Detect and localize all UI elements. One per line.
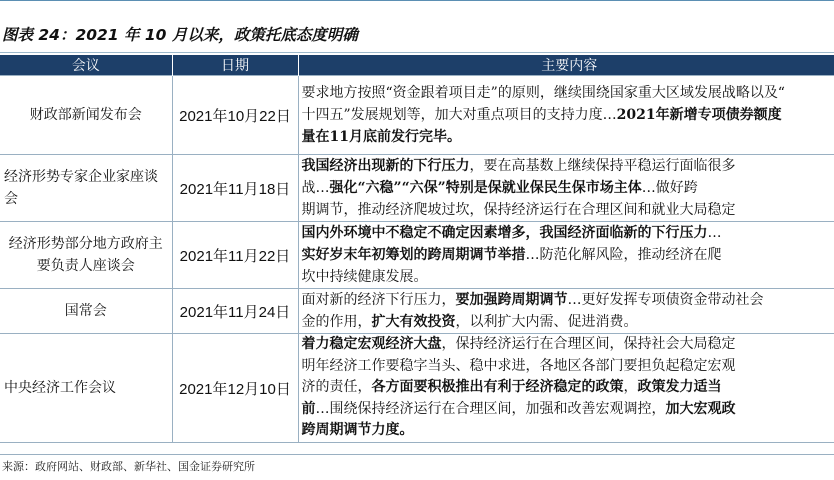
table-row xyxy=(0,222,834,289)
body-text: 十四五”发展规划等，加大对重点项目的支持力度… xyxy=(301,107,617,123)
emphasis-text: 实好岁末年初筹划的跨周期调节举措 xyxy=(301,247,526,263)
emphasis-text: 着力稳定宏观经济大盘 xyxy=(301,336,442,353)
body-text: … xyxy=(707,225,722,241)
content-cell xyxy=(298,155,834,222)
content-line xyxy=(302,199,834,221)
body-text: 要求地方按照“资金跟着项目走”的原则，继续围绕国家重大区域发展战略以及“ xyxy=(301,85,785,101)
content-cell xyxy=(298,289,834,334)
table-row xyxy=(0,289,834,334)
body-text: ，保持经济运行在合理区间，保持社会大局稳定 xyxy=(441,336,736,353)
emphasis-text: 扩大有效投资 xyxy=(371,314,456,330)
emphasis-text: 量在11月底前发行完毕。 xyxy=(301,129,461,145)
emphasis-text: 前 xyxy=(301,400,316,417)
body-text: 明年经济工作要稳字当头、稳中求进，各地区各部门要担负起稳定宏观 xyxy=(301,357,736,374)
body-text: …做好跨 xyxy=(641,180,698,196)
content-line xyxy=(302,356,834,378)
date-cell: 2021年11月22日 xyxy=(172,222,298,289)
title-divider xyxy=(0,52,834,53)
column-header-content: 主要内容 xyxy=(298,55,834,76)
body-text: …防范化解风险，推动经济在爬 xyxy=(525,247,722,263)
content-line xyxy=(302,222,834,244)
content-line xyxy=(302,399,834,421)
table-header-row xyxy=(0,55,834,76)
emphasis-text: 强化“六稳”“六保”特别是保就业保民生保市场主体 xyxy=(329,180,642,196)
content-line xyxy=(302,244,834,266)
emphasis-text: 加大宏观政 xyxy=(665,400,736,417)
content-cell xyxy=(298,334,834,443)
date-cell: 2021年11月18日 xyxy=(172,155,298,222)
body-text: …更好发挥专项债资金带动社会 xyxy=(567,292,764,308)
figure-title: 图表 24：2021 年 10 月以来，政策托底态度明确 xyxy=(2,26,358,44)
emphasis-text: 各方面要积极推出有利于经济稳定的政策 xyxy=(371,379,624,396)
policy-table xyxy=(0,55,834,443)
content-line xyxy=(302,289,834,311)
content-line xyxy=(302,377,834,399)
meeting-cell: 国常会 xyxy=(0,289,172,334)
body-text: 战… xyxy=(301,180,330,196)
emphasis-text: 要加强跨周期调节 xyxy=(455,292,568,308)
body-text: …围绕保持经济运行在合理区间，加强和改善宏观调控， xyxy=(315,400,666,417)
meeting-cell: 经济形势专家企业家座谈会 xyxy=(0,155,172,222)
meeting-cell: 财政部新闻发布会 xyxy=(0,76,172,155)
table-row xyxy=(0,76,834,155)
content-line xyxy=(302,334,834,356)
date-cell: 2021年11月24日 xyxy=(172,289,298,334)
content-cell xyxy=(298,76,834,155)
emphasis-text: 跨周期调节力度。 xyxy=(301,422,414,439)
emphasis-text: 国内外环境中不稳定不确定因素增多，我国经济面临新的下行压力 xyxy=(301,225,708,241)
meeting-cell: 中央经济工作会议 xyxy=(0,334,172,443)
table-row xyxy=(0,334,834,443)
table-row xyxy=(0,155,834,222)
emphasis-text: 2021年新增专项债券额度 xyxy=(616,107,782,123)
content-line xyxy=(302,104,834,126)
content-line xyxy=(302,311,834,333)
column-header-meeting: 会议 xyxy=(0,55,172,76)
content-line xyxy=(302,177,834,199)
top-rule xyxy=(0,0,834,1)
body-text: 济的责任， xyxy=(301,379,372,396)
emphasis-text: 政策发力适当 xyxy=(637,379,722,396)
date-cell: 2021年10月22日 xyxy=(172,76,298,155)
content-line xyxy=(302,420,834,442)
body-text: ， xyxy=(623,379,638,396)
body-text: ，以利扩大内需、促进消费。 xyxy=(455,314,638,330)
content-cell xyxy=(298,222,834,289)
body-text: 面对新的经济下行压力， xyxy=(301,292,456,308)
emphasis-text: 我国经济出现新的下行压力 xyxy=(301,158,470,174)
column-header-date: 日期 xyxy=(172,55,298,76)
body-text: 期调节，推动经济爬坡过坎，保持经济运行在合理区间和就业大局稳定 xyxy=(301,202,736,218)
date-cell: 2021年12月10日 xyxy=(172,334,298,443)
source-note: 来源：政府网站、财政部、新华社、国金证券研究所 xyxy=(2,460,255,473)
source-divider xyxy=(0,454,834,455)
body-text: 金的作用， xyxy=(301,314,372,330)
content-line xyxy=(302,266,834,288)
content-line xyxy=(302,155,834,177)
meeting-cell: 经济形势部分地方政府主要负责人座谈会 xyxy=(0,222,172,289)
content-line xyxy=(302,82,834,104)
body-text: ，要在高基数上继续保持平稳运行面临很多 xyxy=(469,158,736,174)
body-text: 坎中持续健康发展。 xyxy=(301,269,428,285)
content-line xyxy=(302,126,834,148)
